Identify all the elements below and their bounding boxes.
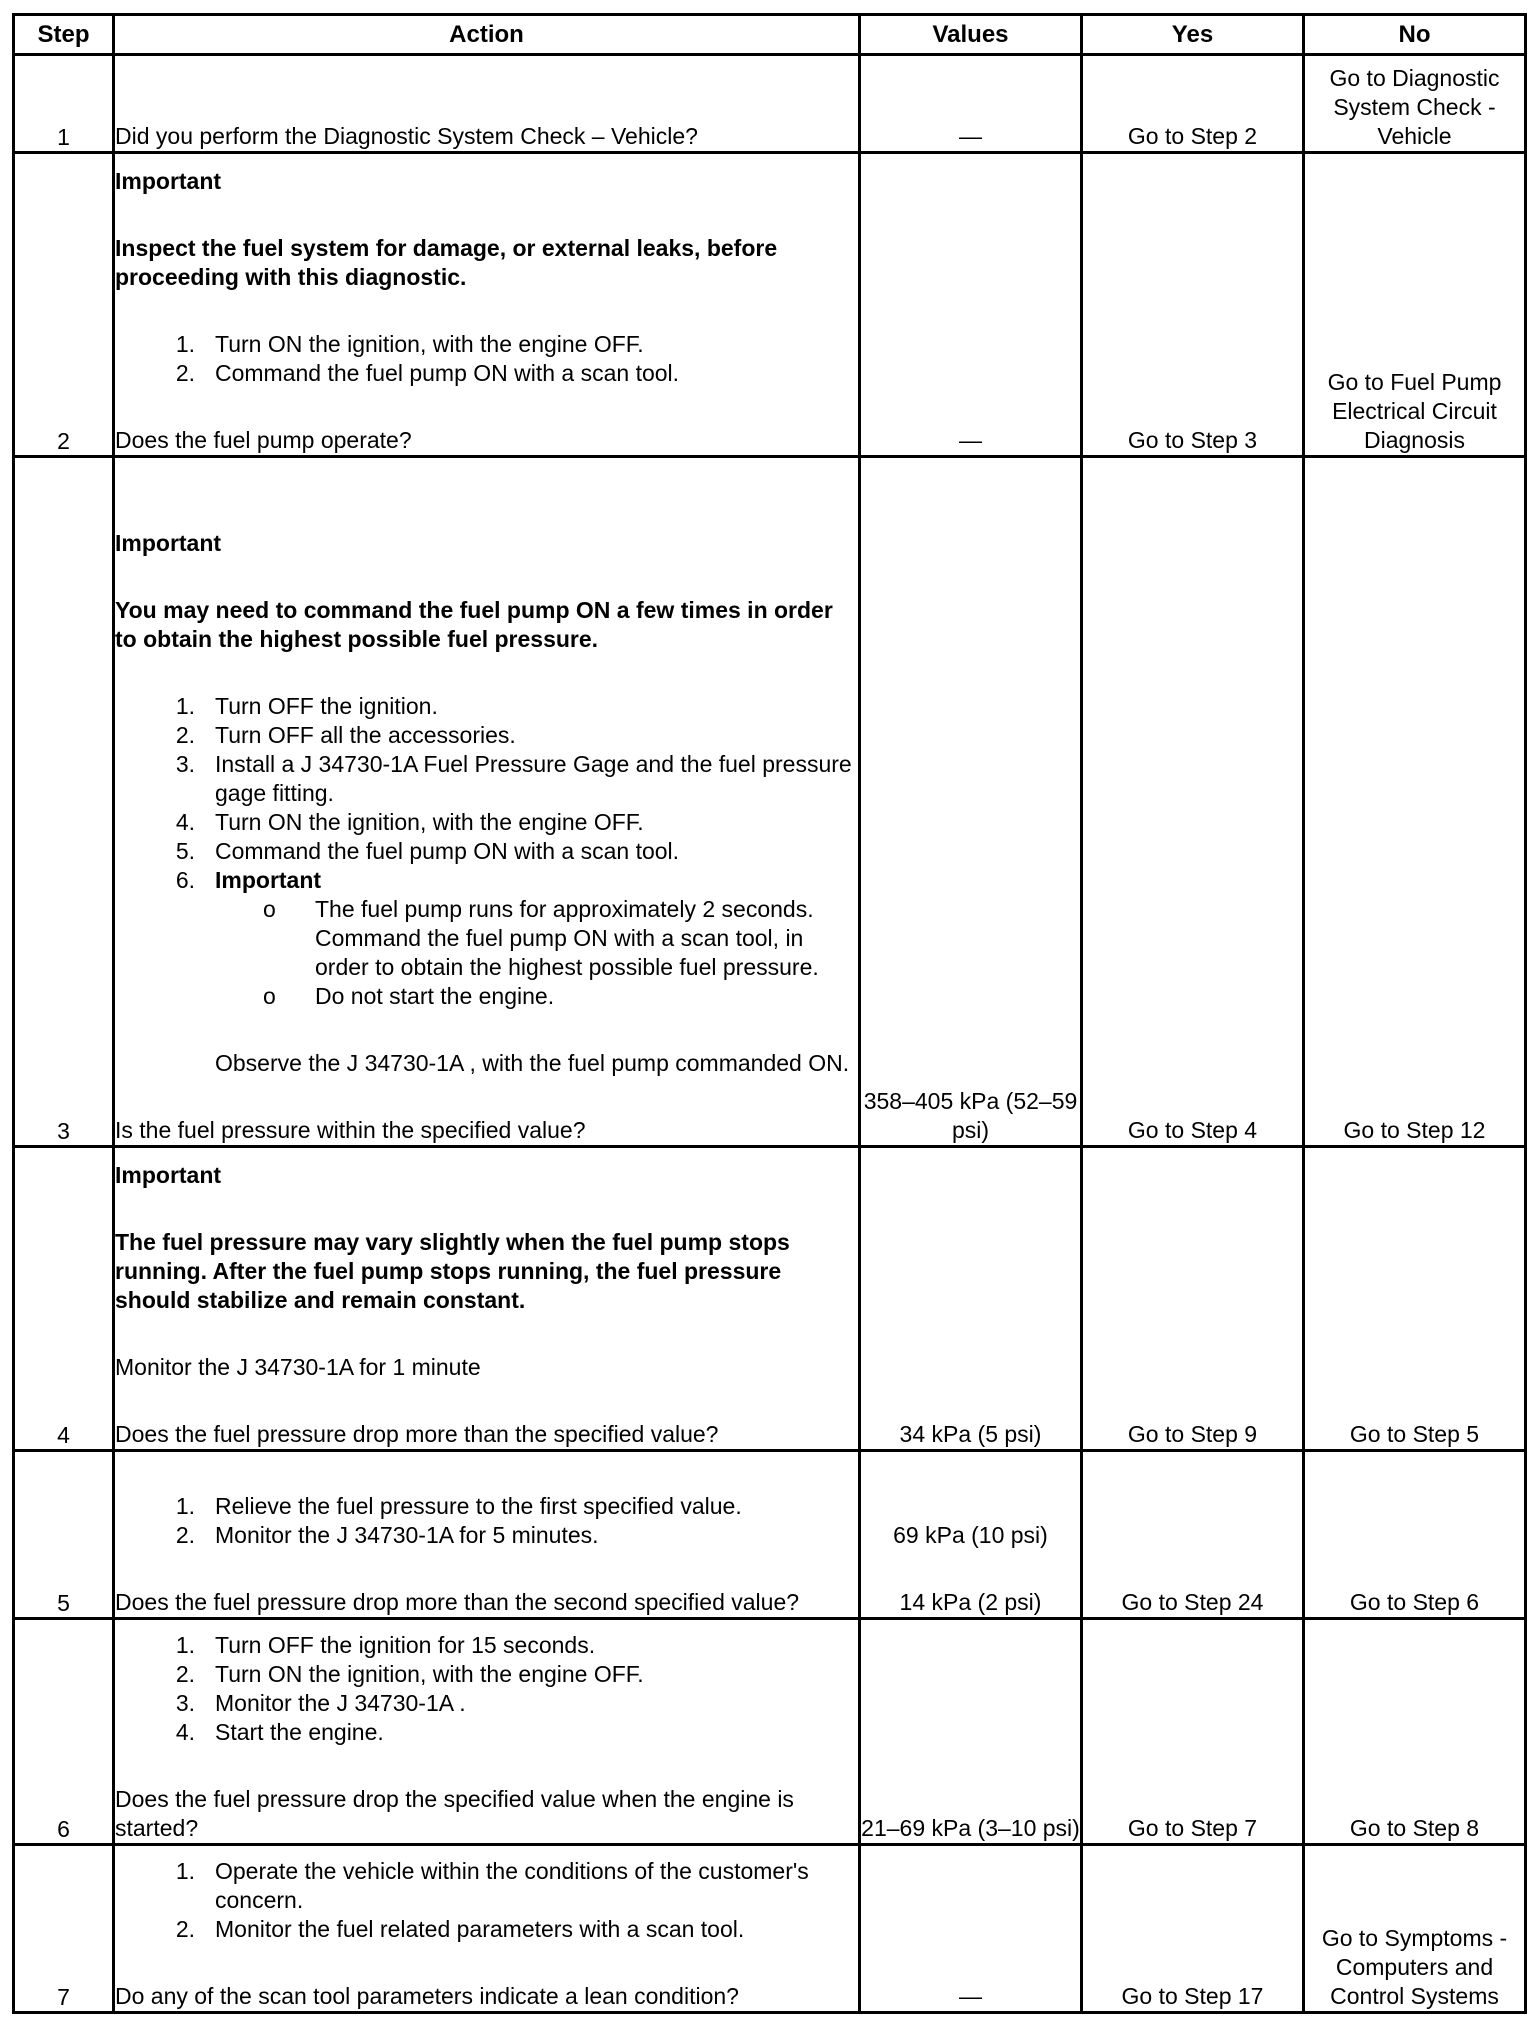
step-number: 5	[14, 1451, 114, 1619]
action-question: Do any of the scan tool parameters indicate a lean condition?	[115, 1983, 739, 2009]
action-question: Does the fuel pressure drop the specified value when the engine is started?	[115, 1786, 794, 1841]
header-no: No	[1304, 15, 1526, 55]
action-cell	[114, 55, 860, 153]
list-item: 3 . Monitor the J 34730-1A .	[115, 1689, 858, 1718]
sub-list-item: o The fuel pump runs for approximately 2 seconds. Command the fuel pump ON with a scan tool, in order to obtain the highest possible fuel pressure.	[263, 896, 819, 980]
important-label: Important	[115, 168, 222, 194]
list-item: 4 . Start the engine.	[115, 1718, 858, 1747]
action-cell	[114, 1147, 860, 1451]
action-question: Does the fuel pump operate?	[115, 427, 412, 453]
yes-cell: Go to Step 4	[1082, 457, 1304, 1147]
no-cell: Go to Step 5	[1304, 1147, 1526, 1451]
value-first: 69 kPa (10 psi)	[893, 1522, 1048, 1548]
step-number: 6	[14, 1619, 114, 1845]
yes-cell: Go to Step 3	[1082, 153, 1304, 457]
step-number: 7	[14, 1845, 114, 2013]
action-question: Did you perform the Diagnostic System Check – Vehicle?	[115, 123, 698, 149]
values-cell: 34 kPa (5 psi)	[860, 1147, 1082, 1451]
table-row	[14, 55, 1526, 153]
action-cell	[114, 1619, 860, 1845]
bullet-icon: o	[263, 983, 276, 1009]
monitor-text: Monitor the J 34730-1A for 1 minute	[115, 1354, 481, 1380]
list-item: 2 . Turn OFF all the accessories.	[115, 721, 858, 750]
procedure-list	[115, 1631, 858, 1747]
list-item: 4 . Turn ON the ignition, with the engine OFF.	[115, 808, 858, 837]
procedure-list	[115, 1492, 858, 1550]
values-cell: —	[860, 55, 1082, 153]
table-row	[14, 457, 1526, 1147]
values-cell: 21–69 kPa (3–10 psi)	[860, 1619, 1082, 1845]
list-item: 6 . Important o The fuel pump runs for approximately 2 seconds. Command the fuel pump ON with a scan tool, in order to obtain the highest possible fuel pressure. o Do not start the engine.	[115, 866, 858, 1011]
table-row	[14, 153, 1526, 457]
bullet-icon: o	[263, 896, 276, 922]
list-item: 2 . Monitor the fuel related parameters with a scan tool.	[115, 1915, 858, 1944]
values-cell: —	[860, 1845, 1082, 2013]
yes-cell: Go to Step 17	[1082, 1845, 1304, 2013]
values-cell	[860, 1451, 1082, 1619]
procedure-list	[115, 1857, 858, 1944]
yes-cell: Go to Step 9	[1082, 1147, 1304, 1451]
no-cell: Go to Step 8	[1304, 1619, 1526, 1845]
table-header-row	[14, 15, 1526, 55]
yes-cell: Go to Step 24	[1082, 1451, 1304, 1619]
yes-cell: Go to Step 2	[1082, 55, 1304, 153]
action-question: Does the fuel pressure drop more than the specified value?	[115, 1421, 719, 1447]
action-cell	[114, 1845, 860, 2013]
step-number: 1	[14, 55, 114, 153]
action-cell	[114, 153, 860, 457]
important-text: You may need to command the fuel pump ON a few times in order to obtain the highest possible fuel pressure.	[115, 597, 833, 652]
table-row	[14, 1451, 1526, 1619]
table-row	[14, 1619, 1526, 1845]
no-cell: Go to Symptoms - Computers and Control Systems	[1304, 1845, 1526, 2013]
action-cell	[114, 1451, 860, 1619]
value-second: 14 kPa (2 psi)	[899, 1589, 1042, 1615]
no-cell: Go to Diagnostic System Check - Vehicle	[1304, 55, 1526, 153]
list-item: 2 . Command the fuel pump ON with a scan tool.	[115, 359, 858, 388]
list-item: 1 . Turn ON the ignition, with the engine OFF.	[115, 330, 858, 359]
no-cell: Go to Fuel Pump Electrical Circuit Diagnosis	[1304, 153, 1526, 457]
header-action: Action	[114, 15, 860, 55]
action-question: Does the fuel pressure drop more than the second specified value?	[115, 1589, 800, 1615]
list-item: 1 . Operate the vehicle within the conditions of the customer's concern.	[115, 1857, 858, 1915]
list-item: 1 . Turn OFF the ignition.	[115, 692, 858, 721]
important-text: Inspect the fuel system for damage, or external leaks, before proceeding with this diagnostic.	[115, 235, 778, 290]
procedure-list	[115, 692, 858, 1011]
list-item: 2 . Monitor the J 34730-1A for 5 minutes.	[115, 1521, 858, 1550]
list-item: 3 . Install a J 34730-1A Fuel Pressure Gage and the fuel pressure gage fitting.	[115, 750, 858, 808]
no-cell: Go to Step 12	[1304, 457, 1526, 1147]
sub-list	[115, 895, 858, 1011]
list-item: 2 . Turn ON the ignition, with the engine OFF.	[115, 1660, 858, 1689]
list-item: 1 . Relieve the fuel pressure to the first specified value.	[115, 1492, 858, 1521]
yes-cell: Go to Step 7	[1082, 1619, 1304, 1845]
no-cell: Go to Step 6	[1304, 1451, 1526, 1619]
procedure-list	[115, 330, 858, 388]
important-text: The fuel pressure may vary slightly when the fuel pump stops running. After the fuel pump stops running, the fuel pressure should stabilize and remain constant.	[115, 1229, 790, 1313]
header-step: Step	[14, 15, 114, 55]
header-yes: Yes	[1082, 15, 1304, 55]
list-item: 5 . Command the fuel pump ON with a scan tool.	[115, 837, 858, 866]
step-number: 3	[14, 457, 114, 1147]
important-label: Important	[115, 530, 222, 556]
values-cell: —	[860, 153, 1082, 457]
values-cell: 358–405 kPa (52–59 psi)	[860, 457, 1082, 1147]
diagnostic-table	[12, 13, 1527, 2014]
table-row	[14, 1845, 1526, 2013]
sub-list-item: o Do not start the engine.	[263, 983, 555, 1009]
list-item: 1 . Turn OFF the ignition for 15 seconds.	[115, 1631, 858, 1660]
important-label: Important	[115, 1162, 222, 1188]
action-cell	[114, 457, 860, 1147]
table-row	[14, 1147, 1526, 1451]
step-number: 4	[14, 1147, 114, 1451]
header-values: Values	[860, 15, 1082, 55]
step-number: 2	[14, 153, 114, 457]
action-question: Is the fuel pressure within the specified value?	[115, 1117, 586, 1143]
observe-text: Observe the J 34730-1A , with the fuel pump commanded ON.	[215, 1050, 850, 1076]
